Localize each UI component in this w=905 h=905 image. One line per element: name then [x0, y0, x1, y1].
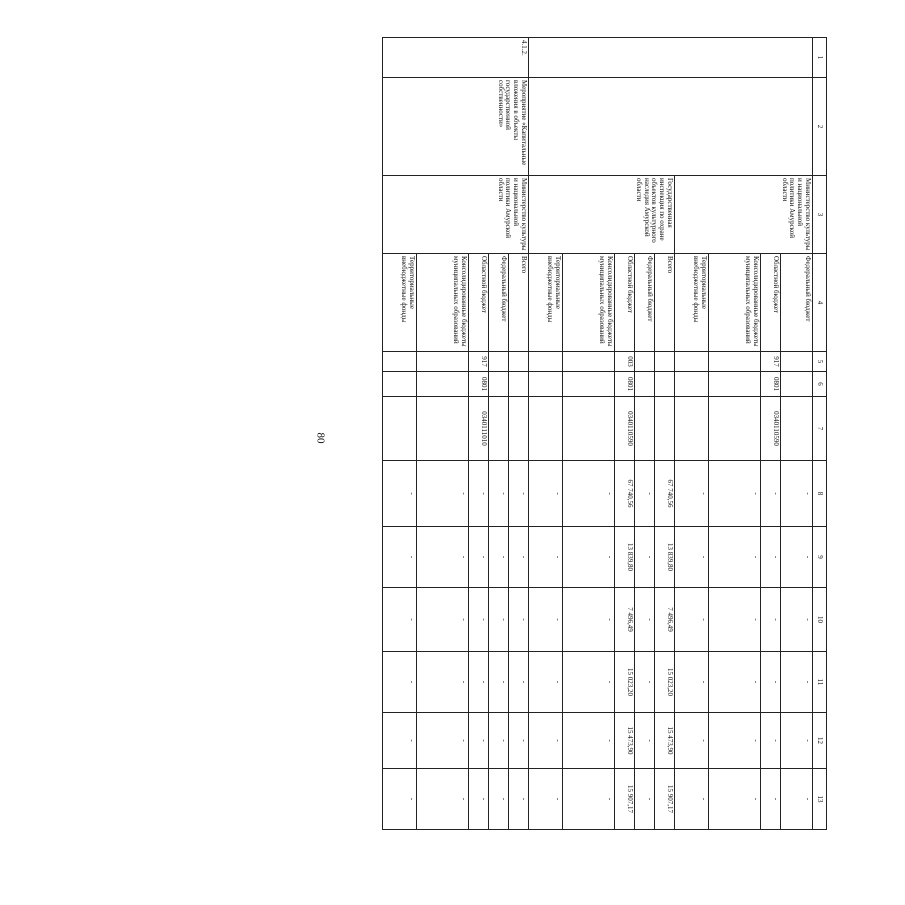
value-cell: - — [635, 713, 655, 769]
source-cell: Областной бюджет — [761, 254, 781, 352]
value-cell: 15 023,20 — [615, 652, 635, 713]
rzpr-cell — [489, 372, 509, 397]
executor-cell: Министерство культуры и национальной политики Амурской области — [383, 176, 529, 254]
rzpr-cell — [675, 372, 709, 397]
budget-table — [382, 37, 827, 830]
value-cell: - — [781, 527, 813, 588]
source-cell: Консолидированные бюджеты муниципальных образований — [417, 254, 469, 352]
header-cell: 2 — [813, 78, 827, 176]
csr-cell — [563, 397, 615, 461]
csr-cell — [635, 397, 655, 461]
value-cell: - — [781, 461, 813, 527]
value-cell: 15 473,90 — [655, 713, 675, 769]
value-cell: - — [781, 652, 813, 713]
source-cell: Территориальные внебюджетные фонды — [383, 254, 417, 352]
source-cell: Областной бюджет — [469, 254, 489, 352]
value-cell: - — [417, 652, 469, 713]
grbs-cell — [655, 352, 675, 372]
value-cell: - — [489, 652, 509, 713]
table-row — [781, 38, 813, 830]
value-cell: - — [761, 652, 781, 713]
value-cell: - — [781, 769, 813, 830]
header-cell: 9 — [813, 527, 827, 588]
source-cell: Территориальные внебюджетные фонды — [675, 254, 709, 352]
item-number-cell: 4.1.2. — [383, 38, 529, 78]
csr-cell — [781, 397, 813, 461]
value-cell: - — [563, 769, 615, 830]
value-cell: - — [675, 652, 709, 713]
grbs-cell — [563, 352, 615, 372]
value-cell: - — [529, 588, 563, 652]
item-number-cell — [529, 38, 813, 78]
value-cell: - — [761, 527, 781, 588]
value-cell: - — [469, 769, 489, 830]
header-cell: 5 — [813, 352, 827, 372]
value-cell: - — [509, 652, 529, 713]
rzpr-cell: 0801 — [469, 372, 489, 397]
value-cell: - — [529, 527, 563, 588]
value-cell: - — [509, 713, 529, 769]
value-cell: - — [563, 588, 615, 652]
header-cell: 12 — [813, 713, 827, 769]
rzpr-cell — [383, 372, 417, 397]
value-cell: - — [509, 769, 529, 830]
source-cell: Федеральный бюджет — [781, 254, 813, 352]
item-name-cell — [529, 78, 813, 176]
value-cell: - — [709, 527, 761, 588]
value-cell: - — [761, 461, 781, 527]
grbs-cell — [383, 352, 417, 372]
value-cell: - — [761, 713, 781, 769]
value-cell: - — [383, 461, 417, 527]
rzpr-cell — [509, 372, 529, 397]
value-cell: 67 740,56 — [615, 461, 635, 527]
value-cell: - — [469, 527, 489, 588]
value-cell: 7 496,49 — [615, 588, 635, 652]
value-cell: - — [563, 652, 615, 713]
value-cell: - — [635, 769, 655, 830]
value-cell: - — [529, 713, 563, 769]
value-cell: - — [469, 588, 489, 652]
value-cell: - — [529, 652, 563, 713]
value-cell: - — [489, 527, 509, 588]
csr-cell: 0340111010 — [469, 397, 489, 461]
rzpr-cell — [635, 372, 655, 397]
value-cell: - — [383, 769, 417, 830]
value-cell: - — [781, 713, 813, 769]
rzpr-cell: 0801 — [761, 372, 781, 397]
executor-cell: Государственная инспекция по охране объектов культурного наследия Амурской области — [529, 176, 675, 254]
value-cell: - — [709, 769, 761, 830]
table-holder — [113, 37, 827, 829]
rzpr-cell — [781, 372, 813, 397]
value-cell: - — [417, 461, 469, 527]
value-cell: - — [635, 461, 655, 527]
value-cell: - — [675, 769, 709, 830]
value-cell: - — [675, 713, 709, 769]
value-cell: - — [675, 588, 709, 652]
csr-cell — [709, 397, 761, 461]
rzpr-cell — [563, 372, 615, 397]
value-cell: - — [489, 713, 509, 769]
source-cell: Областной бюджет — [615, 254, 635, 352]
value-cell: - — [761, 588, 781, 652]
header-cell: 7 — [813, 397, 827, 461]
value-cell: - — [417, 588, 469, 652]
csr-cell — [509, 397, 529, 461]
value-cell: - — [469, 713, 489, 769]
value-cell: - — [709, 461, 761, 527]
grbs-cell — [675, 352, 709, 372]
value-cell: - — [675, 527, 709, 588]
value-cell: - — [417, 713, 469, 769]
value-cell: - — [489, 769, 509, 830]
value-cell: - — [709, 652, 761, 713]
csr-cell — [529, 397, 563, 461]
value-cell: - — [509, 527, 529, 588]
value-cell: - — [383, 527, 417, 588]
value-cell: 13 839,80 — [615, 527, 635, 588]
rzpr-cell: 0801 — [615, 372, 635, 397]
value-cell: - — [563, 713, 615, 769]
source-cell: Всего — [509, 254, 529, 352]
value-cell: 15 907,17 — [655, 769, 675, 830]
rzpr-cell — [655, 372, 675, 397]
grbs-cell — [529, 352, 563, 372]
value-cell: - — [489, 461, 509, 527]
value-cell: - — [563, 527, 615, 588]
value-cell: - — [383, 588, 417, 652]
value-cell: - — [529, 461, 563, 527]
grbs-cell: 003 — [615, 352, 635, 372]
value-cell: - — [383, 652, 417, 713]
csr-cell: 0340110590 — [761, 397, 781, 461]
header-cell: 11 — [813, 652, 827, 713]
value-cell: 15 473,90 — [615, 713, 635, 769]
value-cell: - — [509, 461, 529, 527]
csr-cell: 0340110590 — [615, 397, 635, 461]
rotated-table-region — [113, 37, 905, 813]
header-cell: 8 — [813, 461, 827, 527]
source-cell: Территориальные внебюджетные фонды — [529, 254, 563, 352]
header-row — [813, 38, 827, 830]
value-cell: - — [469, 652, 489, 713]
source-cell: Федеральный бюджет — [635, 254, 655, 352]
value-cell: 13 839,80 — [655, 527, 675, 588]
value-cell: - — [563, 461, 615, 527]
header-cell: 13 — [813, 769, 827, 830]
value-cell: - — [675, 461, 709, 527]
csr-cell — [675, 397, 709, 461]
executor-cell: Министерство культуры и национальной политики Амурской области — [675, 176, 813, 254]
csr-cell — [489, 397, 509, 461]
grbs-cell — [489, 352, 509, 372]
header-cell: 10 — [813, 588, 827, 652]
grbs-cell: 917 — [469, 352, 489, 372]
value-cell: - — [709, 713, 761, 769]
grbs-cell: 917 — [761, 352, 781, 372]
value-cell: 15 907,17 — [615, 769, 635, 830]
value-cell: - — [383, 713, 417, 769]
source-cell: Федеральный бюджет — [489, 254, 509, 352]
header-cell: 1 — [813, 38, 827, 78]
value-cell: - — [781, 588, 813, 652]
value-cell: - — [529, 769, 563, 830]
value-cell: - — [635, 652, 655, 713]
value-cell: 67 740,56 — [655, 461, 675, 527]
rzpr-cell — [709, 372, 761, 397]
source-cell: Всего — [655, 254, 675, 352]
grbs-cell — [635, 352, 655, 372]
value-cell: - — [761, 769, 781, 830]
source-cell: Консолидированные бюджеты муниципальных образований — [709, 254, 761, 352]
source-cell: Консолидированные бюджеты муниципальных образований — [563, 254, 615, 352]
header-cell: 4 — [813, 254, 827, 352]
value-cell: 15 023,20 — [655, 652, 675, 713]
grbs-cell — [509, 352, 529, 372]
value-cell: - — [469, 461, 489, 527]
grbs-cell — [781, 352, 813, 372]
value-cell: - — [509, 588, 529, 652]
page-number: 80 — [314, 432, 326, 444]
rzpr-cell — [417, 372, 469, 397]
value-cell: - — [635, 588, 655, 652]
value-cell: - — [489, 588, 509, 652]
value-cell: 7 496,49 — [655, 588, 675, 652]
csr-cell — [383, 397, 417, 461]
value-cell: - — [635, 527, 655, 588]
rzpr-cell — [529, 372, 563, 397]
value-cell: - — [417, 769, 469, 830]
table-row — [509, 38, 529, 830]
csr-cell — [655, 397, 675, 461]
header-cell: 3 — [813, 176, 827, 254]
grbs-cell — [709, 352, 761, 372]
item-name-cell: Мероприятие «Капитальные вложения в объекты государственной собственности» — [383, 78, 529, 176]
header-cell: 6 — [813, 372, 827, 397]
csr-cell — [417, 397, 469, 461]
value-cell: - — [417, 527, 469, 588]
value-cell: - — [709, 588, 761, 652]
grbs-cell — [417, 352, 469, 372]
